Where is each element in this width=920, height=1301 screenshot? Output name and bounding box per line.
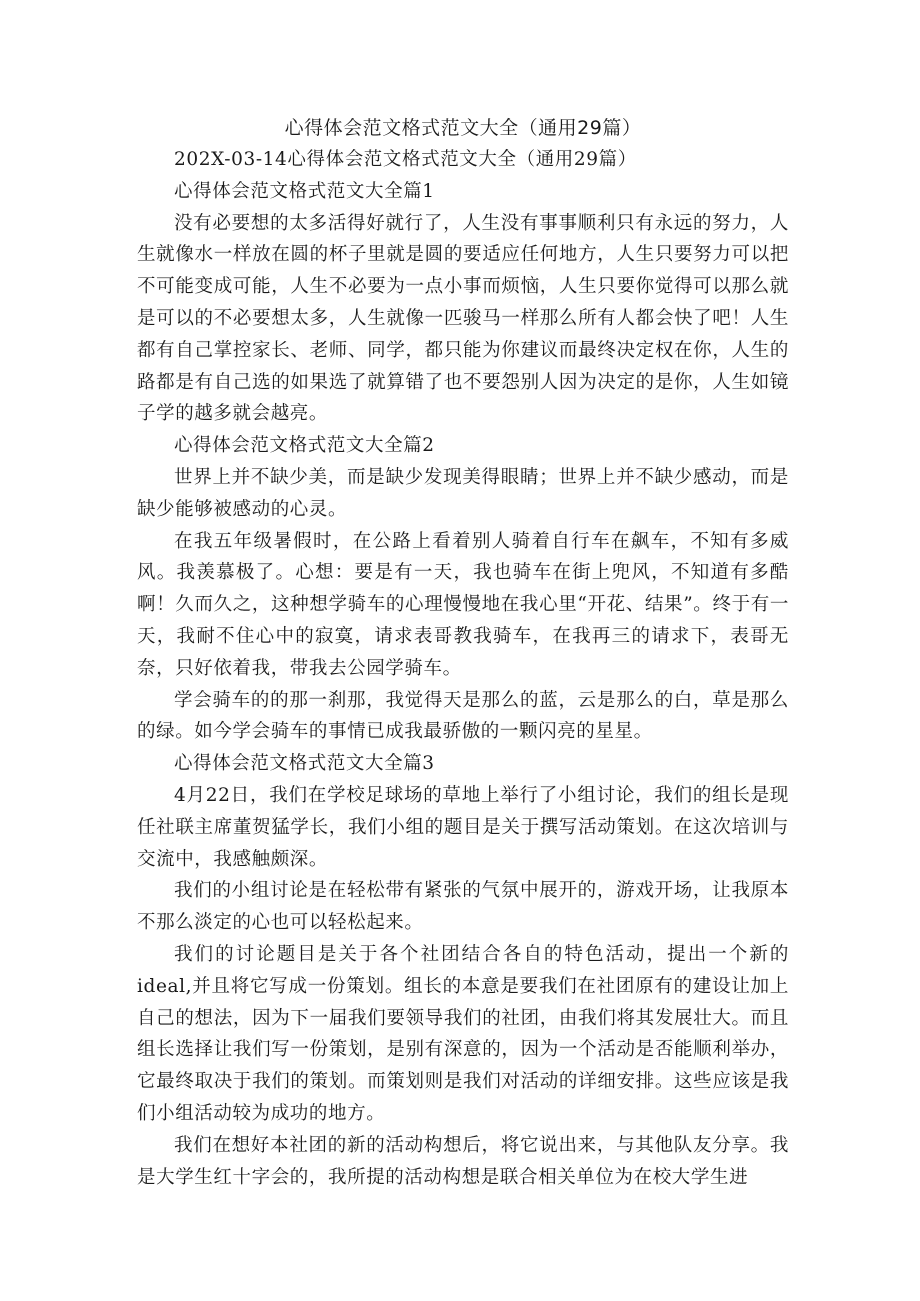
- paragraph: 学会骑车的的那一刹那，我觉得天是那么的蓝，云是那么的白，草是那么的绿。如今学会骑车的事情已成我最骄傲的一颗闪亮的星星。: [137, 689, 789, 743]
- section-heading-1: 心得体会范文格式范文大全篇1: [174, 180, 435, 202]
- paragraph: 4月22日，我们在学校足球场的草地上举行了小组讨论，我们的组长是现任社联主席董贺猛学长，我们小组的题目是关于撰写活动策划。在这次培训与交流中，我感触颇深。: [137, 784, 789, 870]
- paragraph: 世界上并不缺少美，而是缺少发现美得眼睛；世界上并不缺少感动，而是缺少能够被感动的心灵。: [137, 466, 789, 520]
- document-page: [137, 112, 789, 1193]
- section-heading-2: 心得体会范文格式范文大全篇2: [174, 435, 435, 457]
- paragraph: 我们的讨论题目是关于各个社团结合各自的特色活动，提出一个新的ideal,并且将它写成一份策划。组长的本意是要我们在社团原有的建设让加上自己的想法，因为下一届我们要领导我们的社团，由我们将其发展壮大。而且组长选择让我们写一份策划，是别有深意的，因为一个活动是否能顺利举办，它最终取决于我们的策划。而策划则是我们对活动的详细安排。这些应该是我们小组活动较为成功的地方。: [137, 943, 789, 1124]
- document-title: 心得体会范文格式范文大全（通用29篇）: [284, 117, 642, 139]
- section-heading-3: 心得体会范文格式范文大全篇3: [174, 753, 435, 775]
- paragraph: 我们的小组讨论是在轻松带有紧张的气氛中展开的，游戏开场，让我原本不那么淡定的心也可以轻松起来。: [137, 880, 789, 934]
- paragraph: 没有必要想的太多活得好就行了，人生没有事事顺利只有永远的努力，人生就像水一样放在圆的杯子里就是圆的要适应任何地方，人生只要努力可以把不可能变成可能，人生不必要为一点小事而烦恼，人生只要你觉得可以那么就是可以的不必要想太多，人生就像一匹骏马一样那么所有人都会快了吧！人生都有自己掌控家长、老师、同学，都只能为你建议而最终决定权在你，人生的路都是有自己选的如果选了就算错了也不要怨别人因为决定的是你，人生如镜子学的越多就会越亮。: [137, 212, 789, 425]
- paragraph: 在我五年级暑假时，在公路上看着别人骑着自行车在飙车，不知有多威风。我羡慕极了。心想：要是有一天，我也骑车在街上兜风，不知道有多酷啊！久而久之，这种想学骑车的心理慢慢地在我心里“开花、结果”。终于有一天，我耐不住心中的寂寞，请求表哥教我骑车，在我再三的请求下，表哥无奈，只好依着我，带我去公园学骑车。: [137, 530, 789, 679]
- document-date-line: 202X-03-14心得体会范文格式范文大全（通用29篇）: [174, 149, 637, 170]
- paragraph: 我们在想好本社团的新的活动构想后，将它说出来，与其他队友分享。我是大学生红十字会的，我所提的活动构想是联合相关单位为在校大学生进: [137, 1134, 789, 1188]
